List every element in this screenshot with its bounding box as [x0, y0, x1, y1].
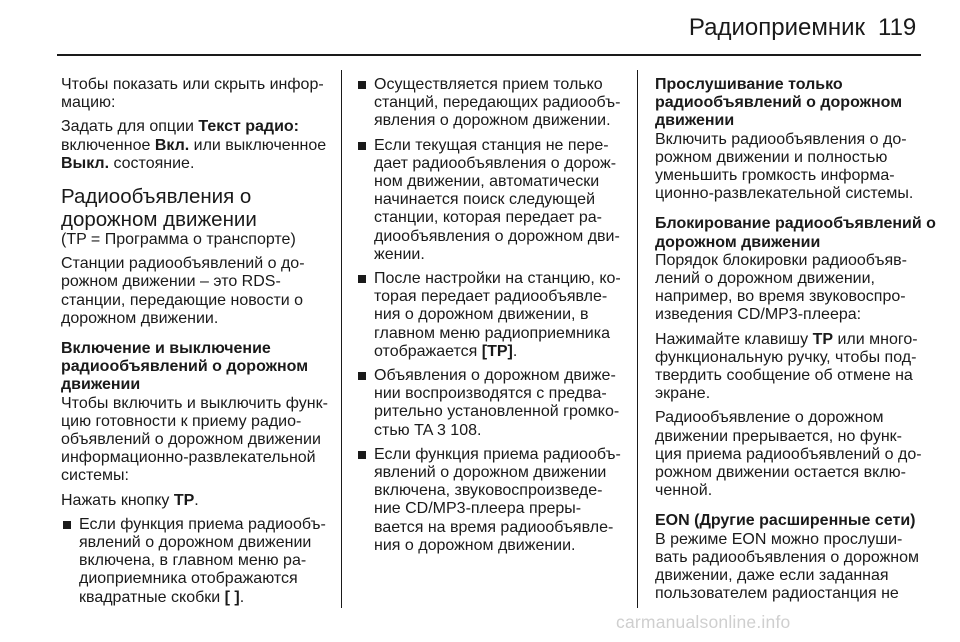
bullet-item: Объявления о дорожном движе- нии воспроизводятся с предва- рительно установленной громко- стью TA 3 108. [356, 367, 626, 440]
page-header-title: Радиоприемник [688, 14, 865, 41]
paragraph-press-tp: Нажать кнопку TP. [61, 491, 199, 509]
bullet-square-icon [358, 81, 366, 89]
paragraph-press-tp-key: Нажимайте клавишу TP или много- функциональную ручку, чтобы под- твердить сообщение об отмене на экране. [655, 330, 918, 403]
bullet-item: Если функция приема радиообъ- явлений о дорожном движении включена, в главном меню ра- диоприемника отображаются квадратные скобки [ ]. [61, 516, 337, 607]
bullet-square-icon [358, 451, 366, 459]
paragraph-block-procedure: Порядок блокировки радиообъяв- лений о дорожном движении, например, во время звуковоспро- изведения CD/MP3-плеера: [655, 251, 907, 324]
bullet-square-icon [63, 521, 71, 529]
paragraph-eon: В режиме EON можно прослуши- вать радиообъявления о дорожном движении, даже если заданная пользователем радиостанция не [655, 530, 920, 603]
section-title: Радиообъявления о дорожном движении [61, 185, 257, 232]
column-3 [655, 76, 936, 609]
paragraph-show-info: Чтобы показать или скрыть инфор- мацию: [61, 76, 324, 112]
column-divider-1 [341, 70, 342, 608]
header-rule [57, 54, 921, 56]
paragraph-rds-stations: Станции радиообъявлений о до- рожном движении – это RDS- станции, передающие новости о дорожном движении. [61, 255, 305, 327]
watermark-link[interactable]: carmanualsonline.info [616, 612, 791, 632]
bullet-item: После настройки на станцию, ко- торая передает радиообъявле- ния о дорожном движении, в главном меню радиоприемника отображается [TP]. [356, 270, 626, 361]
paragraph-radio-text-option: Задать для опции Текст радио: включенное Вкл. или выключенное Выкл. состояние. [61, 118, 327, 172]
bullet-square-icon [358, 275, 366, 283]
column-divider-2 [637, 70, 638, 608]
paragraph-traffic-only: Включить радиообъявления о до- рожном движении и полностью уменьшить громкость информа- ционно-развлекательной системы. [655, 130, 914, 203]
bullet-item: Осуществляется прием только станций, передающих радиообъ- явления о дорожном движении. [356, 76, 626, 131]
column-2 [356, 76, 626, 561]
column-1 [61, 76, 337, 613]
section-subtitle: (TP = Программа о транспорте) [61, 231, 296, 249]
page-number: 119 [878, 14, 917, 41]
bullet-item: Если функция приема радиообъ- явлений о дорожном движении включена, звуковоспроизведе- ние CD/MP3-плеера преры- вается на время радиообъявле- ния о дорожном движении. [356, 446, 626, 555]
subheading-block-announcements: Блокирование радиообъявлений о дорожном движении [655, 215, 936, 251]
bullet-item: Если текущая станция не пере- дает радиообъявления о дорож- ном движении, автоматически начинается поиск следующей станции, которая передает ра- диообъявления о дорожном дви- жении. [356, 137, 626, 264]
paragraph-interrupted: Радиообъявление о дорожном движении прерывается, но функ- ция приема радиообъявлений о до- рожном движении остается вклю- ченной. [655, 409, 922, 500]
subheading-eon: EON (Другие расширенные сети) [655, 512, 916, 530]
bullet-square-icon [358, 372, 366, 380]
bullet-square-icon [358, 142, 366, 150]
paragraph-toggle-function: Чтобы включить и выключить функ- цию готовности к приему радио- объявлений о дорожном движении информационно-развлекательной системы: [61, 394, 328, 485]
page-reference-arrow-icon: 3 [436, 421, 446, 439]
subheading-enable-disable: Включение и выключение радиообъявлений о дорожном движении [61, 340, 309, 394]
subheading-traffic-only: Прослушивание только радиообъявлений о дорожном движении [655, 76, 903, 130]
